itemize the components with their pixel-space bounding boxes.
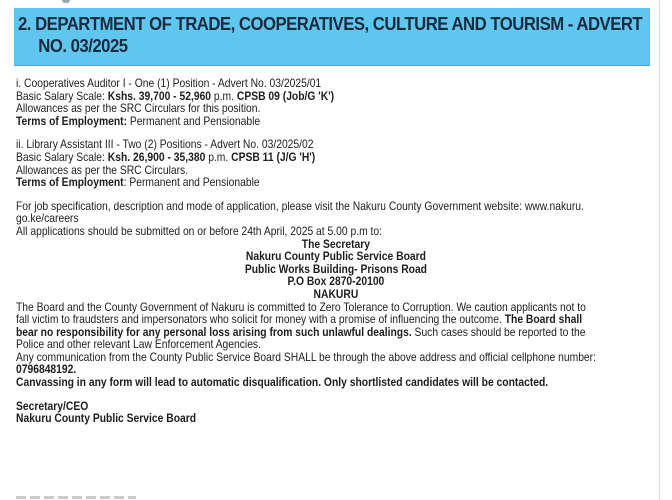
post-title: i. Cooperatives Auditor I - One (1) Position - Advert No. 03/2025/01 [16,76,322,90]
terms-label: Terms of Employment: [16,113,128,128]
advert-body [16,77,656,425]
terms-value: Permanent and Pensionable [127,113,261,128]
postal-address [16,238,656,301]
address-line: Public Works Building- Prisons Road [244,261,427,276]
application-info: For job specification, description and mode of application, please visit the Nakuru County Government website: www.nakuru. [16,198,584,213]
section-title [18,13,643,57]
allowances-line: Allowances as per the SRC Circulars for this position. [16,101,261,116]
clipped-mark [62,0,70,3]
notice-bold: The Board shall [504,312,583,327]
terms-value: : Permanent and Pensionable [123,175,260,190]
salary-period: p.m. [211,88,237,103]
salary-range: Ksh. 26,900 - 35,380 [107,149,206,164]
section-header [14,8,650,66]
signatory-organization: Nakuru County Public Service Board [16,411,197,426]
notice-bold: bear no responsibility for any personal loss arising from such unlawful dealings. [16,324,412,339]
salary-period: p.m. [205,149,232,164]
terms-label: Terms of Employment [16,175,124,190]
address-line: NAKURU [313,286,359,301]
terms-line [16,176,566,189]
top-strip [0,0,672,6]
address-line: Nakuru County Public Service Board [245,249,426,264]
notice-text: fall victim to fraudsters and impersonators who solicit for money with a promise of influencing the outcome. [16,312,505,327]
section-title-line1: 2. DEPARTMENT OF TRADE, COOPERATIVES, CULTURE AND TOURISM - ADVERT [18,14,643,34]
anti-corruption-text: Police and other relevant Law Enforcement Agencies. [16,337,261,352]
salary-grade: CPSB 09 (Job/G 'K') [236,88,335,103]
salary-range: Kshs. 39,700 - 52,960 [107,88,212,103]
allowances-line: Allowances as per the SRC Circulars. [16,162,189,177]
communication-text: Any communication from the County Public Service Board SHALL be through the above address and official cellphone number: [16,349,596,364]
careers-link[interactable]: go.ke/careers [16,211,79,226]
canvassing-warning: Canvassing in any form will lead to automatic disqualification. Only shortlisted candidates will be contacted. [16,375,549,390]
salary-label: Basic Salary Scale: [16,88,108,103]
notice-text: Such cases should be reported to the [411,324,586,339]
terms-line [16,115,566,128]
signatory-title: Secretary/CEO [16,398,89,413]
salary-grade: CPSB 11 (J/G 'H') [231,149,316,164]
salary-label: Basic Salary Scale: [16,149,108,164]
official-phone-number: 0796848192. [16,362,77,377]
anti-corruption-text: The Board and the County Government of Nakuru is committed to Zero Tolerance to Corruption. We caution applicants not to [16,299,586,314]
address-line: The Secretary [301,236,371,251]
column-divider [659,0,660,500]
post-title: ii. Library Assistant III - Two (2) Positions - Advert No. 03/2025/02 [16,137,314,152]
section-title-line2: NO. 03/2025 [38,36,128,56]
address-line: P.O Box 2870-20100 [287,274,385,289]
clipped-text-remnant [16,494,136,500]
deadline-text: All applications should be submitted on or before 24th April, 2025 at 5.00 p.m to: [16,223,383,238]
